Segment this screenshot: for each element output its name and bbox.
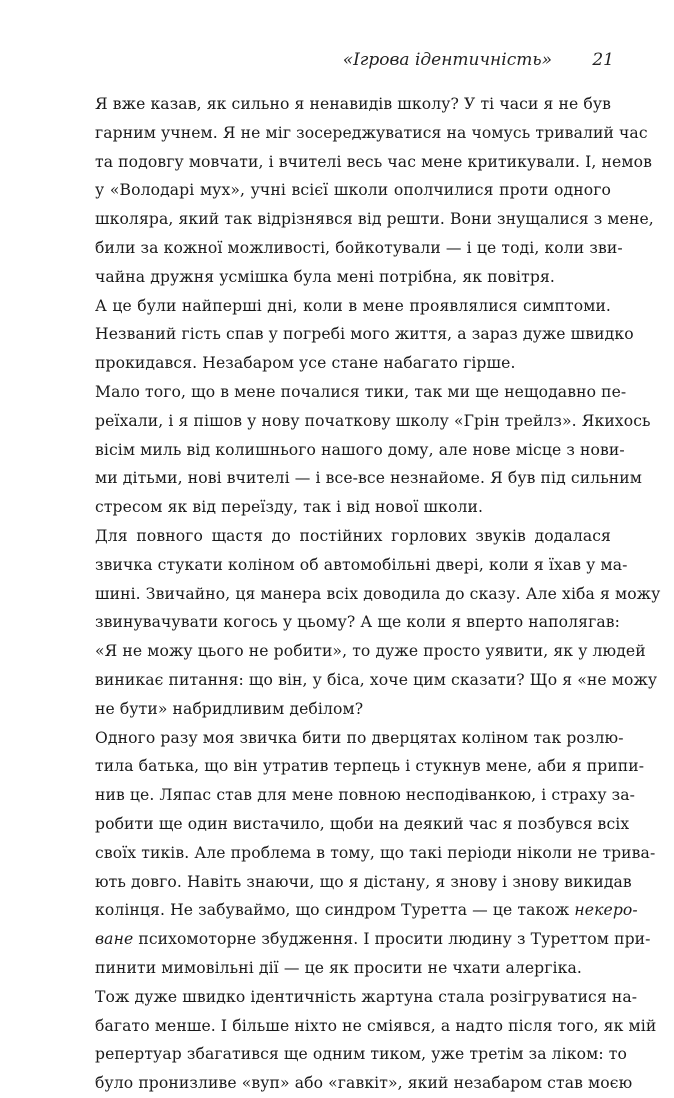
- text-line: А це були найперші дні, коли в мене проявлялися симптоми.: [95, 296, 611, 315]
- text-line-with-emphasis: [64, 925, 651, 954]
- text-fragment: колінця. Не забуваймо, що синдром Туретта — це також: [95, 901, 575, 920]
- text-line: Незваний гість спав у погребі мого життя, а зараз дуже швидко: [95, 325, 634, 344]
- emphasis-text: некеро-: [574, 901, 638, 920]
- text-line: били за кожної можливості, бойкотували — і це тоді, коли зви-: [95, 238, 623, 257]
- text-line: у «Володарі мух», учні всієї школи ополчилися проти одного: [95, 181, 611, 200]
- page-body: [64, 90, 661, 1098]
- paragraph-1: [64, 90, 654, 292]
- text-line: своїх тиків. Але проблема в тому, що такі періоди ніколи не трива-: [95, 843, 656, 862]
- text-line: репертуар збагатився ще одним тиком, уже третім за ліком: то: [95, 1045, 627, 1064]
- text-line: Одного разу моя звичка бити по дверцятах коліном так розлю-: [95, 728, 624, 747]
- text-line-with-emphasis: [64, 896, 638, 925]
- text-line: прокидався. Незабаром усе стане набагато гірше.: [95, 354, 516, 373]
- running-title: «Ігрова ідентичність»: [342, 50, 552, 70]
- paragraph-2: [64, 292, 634, 378]
- text-line: ють довго. Навіть знаючи, що я дістану, я знову і знову викидав: [95, 872, 632, 891]
- text-line: шині. Звичайно, ця манера всіх доводила до сказу. Але хіба я можу: [95, 584, 661, 603]
- text-line: робити ще один вистачило, щоби на деякий час я позбувся всіх: [95, 814, 630, 833]
- text-line: Тож дуже швидко ідентичність жартуна стала розігруватися на-: [95, 987, 638, 1006]
- text-line: було пронизливе «вуп» або «гавкіт», який незабаром став моєю: [95, 1074, 633, 1093]
- text-line: Я вже казав, як сильно я ненавидів школу? У ті часи я не був: [95, 95, 612, 113]
- text-line: гарним учнем. Я не міг зосереджуватися на чомусь тривалий час: [95, 123, 648, 142]
- text-line: та подовгу мовчати, і вчителі весь час мене критикували. І, немов: [95, 152, 652, 171]
- page-header: [64, 50, 614, 76]
- text-line: школяра, який так відрізнявся від решти. Вони знущалися з мене,: [95, 210, 654, 229]
- emphasis-text: ване: [95, 930, 134, 949]
- text-line: ми дітьми, нові вчителі — і все-все незнайоме. Я був під сильним: [95, 469, 643, 488]
- text-line: чайна дружня усмішка була мені потрібна, як повітря.: [95, 267, 555, 286]
- text-fragment: психомоторне збудження. І просити людину з Туреттом при-: [133, 930, 651, 949]
- text-line: виникає питання: що він, у біса, хоче цим сказати? Що я «не можу: [95, 670, 658, 689]
- text-line: «Я не можу цього не робити», то дуже просто уявити, як у людей: [95, 642, 646, 661]
- text-line: реїхали, і я пішов у нову початкову школу «Грін трейлз». Якихось: [95, 411, 651, 430]
- text-line: Для повного щастя до постійних горлових звуків додалася: [95, 526, 611, 545]
- text-line: не бути» набридливим дебілом?: [95, 699, 364, 718]
- page-number: 21: [592, 50, 614, 70]
- paragraph-5: [64, 724, 656, 983]
- paragraph-4: [64, 522, 661, 724]
- text-line: стресом як від переїзду, так і від нової школи.: [95, 498, 484, 517]
- text-line: багато менше. І більше ніхто не сміявся, а надто після того, як мій: [95, 1016, 657, 1035]
- text-line: Мало того, що в мене почалися тики, так ми ще нещодавно пе-: [95, 382, 627, 401]
- text-line: нив це. Ляпас став для мене повною несподіванкою, і страху за-: [95, 786, 636, 805]
- text-line: пинити мимовільні дії — це як просити не чхати алергіка.: [95, 958, 582, 977]
- text-line: звичка стукати коліном об автомобільні двері, коли я їхав у ма-: [95, 555, 628, 574]
- paragraph-3: [64, 378, 651, 522]
- text-line: тила батька, що він утратив терпець і стукнув мене, аби я припи-: [95, 757, 645, 776]
- text-line: вісім миль від колишнього нашого дому, але нове місце з нови-: [95, 440, 625, 459]
- text-line: звинувачувати когось у цьому? А ще коли я вперто наполягав:: [95, 613, 620, 632]
